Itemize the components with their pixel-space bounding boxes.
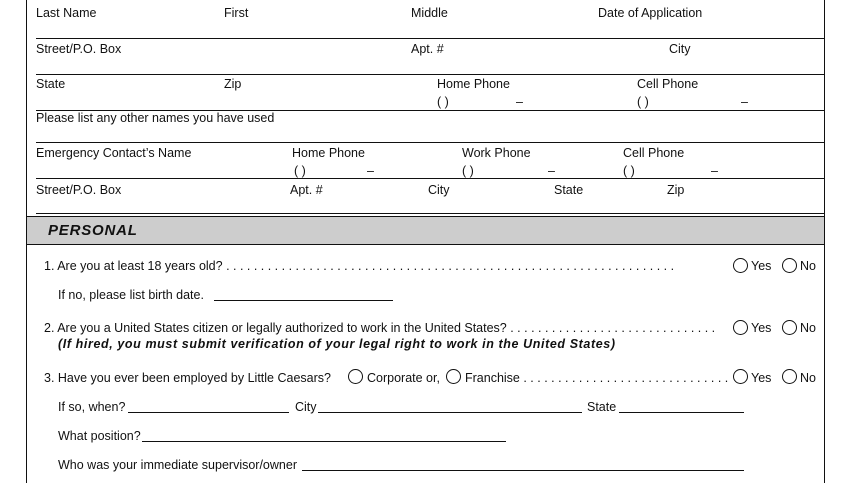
emergency-state-label: State — [554, 183, 584, 197]
q3-yes-radio[interactable] — [733, 369, 748, 384]
address-line[interactable] — [36, 213, 824, 214]
emergency-home-phone-dash: – — [367, 164, 374, 178]
emergency-apt-label: Apt. # — [290, 183, 323, 197]
q3-yes-label: Yes — [751, 371, 772, 385]
emergency-home-phone-label: Home Phone — [292, 146, 365, 160]
supervisor-line[interactable] — [302, 470, 744, 471]
q3-text: 3. Have you ever been employed by Little Caesars? — [44, 371, 331, 385]
q3-city-line[interactable] — [318, 412, 582, 413]
date-of-application-label: Date of Application — [598, 6, 703, 20]
state-label: State — [36, 77, 66, 91]
emergency-street-label: Street/P.O. Box — [36, 183, 122, 197]
q1-followup-label: If no, please list birth date. — [58, 288, 204, 302]
q3-franchise-text: Franchise . . . . . . . . . . . . . . . . . . . . . . . . . . . . . . — [465, 371, 729, 385]
emergency-cell-phone-label: Cell Phone — [623, 146, 685, 160]
what-position-line[interactable] — [142, 441, 506, 442]
what-position-label: What position? — [58, 429, 141, 443]
q1-no-label: No — [800, 259, 816, 273]
q3-no-radio[interactable] — [782, 369, 797, 384]
form-border-right — [824, 0, 825, 483]
q2-no-radio[interactable] — [782, 320, 797, 335]
q3-corporate-radio[interactable] — [348, 369, 363, 384]
emergency-cell-phone-dash: – — [711, 164, 718, 178]
cell-phone-label: Cell Phone — [637, 77, 699, 91]
emergency-work-phone-paren: ( ) — [462, 164, 474, 178]
emergency-zip-label: Zip — [667, 183, 685, 197]
q1-text: 1. Are you at least 18 years old? . . . . . . . . . . . . . . . . . . . . . . . . . . . . . . . . . . . . . . . . . . . . . . . . . . . . . . . . . . . . . . . . . — [44, 259, 675, 273]
if-so-when-label: If so, when? — [58, 400, 126, 414]
emergency-work-phone-dash: – — [548, 164, 555, 178]
q1-yes-radio[interactable] — [733, 258, 748, 273]
q3-corporate-label: Corporate or, — [367, 371, 440, 385]
q2-yes-radio[interactable] — [733, 320, 748, 335]
row2-line[interactable] — [36, 74, 824, 75]
supervisor-label: Who was your immediate supervisor/owner — [58, 458, 297, 472]
emergency-contact-label: Emergency Contact’s Name — [36, 146, 192, 160]
last-name-label: Last Name — [36, 6, 97, 20]
first-name-label: First — [224, 6, 249, 20]
apt-label: Apt. # — [411, 42, 444, 56]
middle-name-label: Middle — [411, 6, 448, 20]
cell-phone-dash: – — [741, 95, 748, 109]
q3-city-label: City — [295, 400, 317, 414]
home-phone-label: Home Phone — [437, 77, 510, 91]
other-names-label: Please list any other names you have used — [36, 111, 275, 125]
personal-section-title: PERSONAL — [48, 222, 138, 239]
cell-phone-paren: ( ) — [637, 95, 649, 109]
q2-verification-note: (If hired, you must submit verification of your legal right to work in the United States) — [58, 337, 616, 351]
q3-no-label: No — [800, 371, 816, 385]
home-phone-dash: – — [516, 95, 523, 109]
q1-yes-label: Yes — [751, 259, 772, 273]
home-phone-paren: ( ) — [437, 95, 449, 109]
q3-state-line[interactable] — [619, 412, 744, 413]
q2-yes-label: Yes — [751, 321, 772, 335]
zip-label: Zip — [224, 77, 242, 91]
q2-text: 2. Are you a United States citizen or legally authorized to work in the United States? . . . . . . . . . . . . . . . . . . . . . . . . . . . . . . — [44, 321, 716, 335]
emergency-cell-phone-paren: ( ) — [623, 164, 635, 178]
if-so-when-line[interactable] — [128, 412, 289, 413]
q3-franchise-radio[interactable] — [446, 369, 461, 384]
row1-line[interactable] — [36, 38, 824, 39]
personal-section-header — [27, 216, 824, 245]
q1-no-radio[interactable] — [782, 258, 797, 273]
emergency-work-phone-label: Work Phone — [462, 146, 531, 160]
city-label: City — [669, 42, 691, 56]
emergency-line[interactable] — [36, 178, 824, 179]
emergency-city-label: City — [428, 183, 450, 197]
q3-state-label: State — [587, 400, 617, 414]
row4-line[interactable] — [36, 142, 824, 143]
q2-no-label: No — [800, 321, 816, 335]
birth-date-line[interactable] — [214, 300, 393, 301]
emergency-home-phone-paren: ( ) — [294, 164, 306, 178]
street-label: Street/P.O. Box — [36, 42, 122, 56]
